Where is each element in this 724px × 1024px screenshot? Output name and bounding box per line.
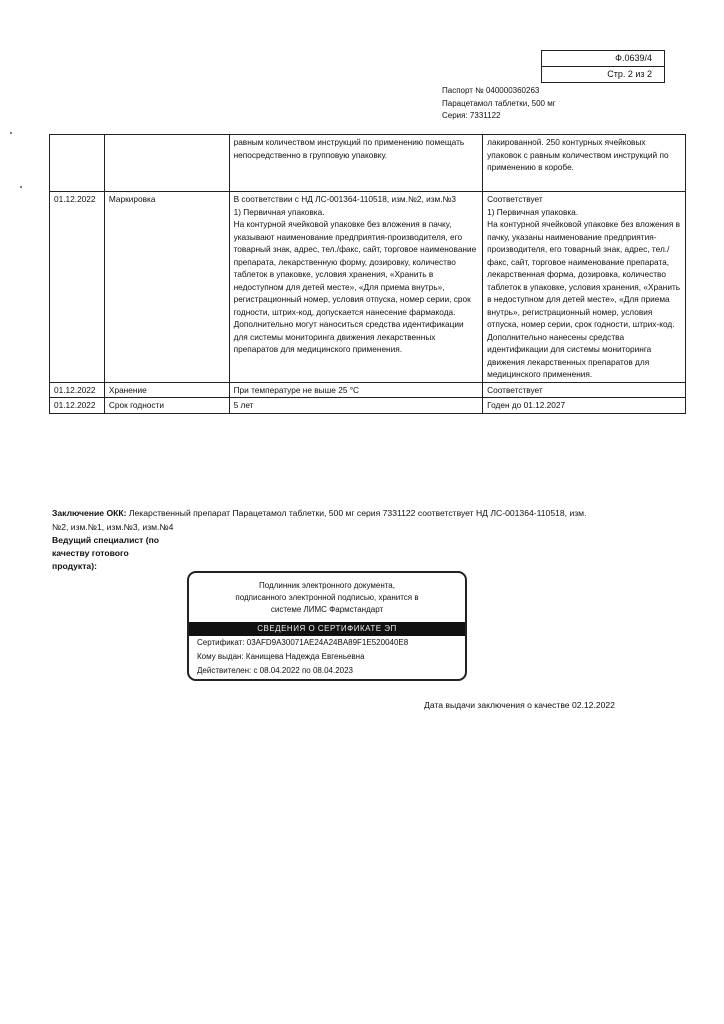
row-result: Годен до 01.12.2027 [483,398,686,414]
specialist-label: Ведущий специалист (по качеству готового продукта): [52,535,160,571]
table-row [50,192,686,383]
row-result: Соответствует 1) Первичная упаковка. На контурной ячейковой упаковке без вложения в пачку, указаны наименование предприятия-производителя, его товарный знак, адрес, тел./факс, сайт, торговое наименование препарата, лекарственная форма, дозировка, количество таблеток в упаковке, условия хранения, «Хранить в недоступном для детей месте», «Для приема внутрь», регистрационный номер, условия отпуска, номер серии, срок годности, штрих-код. Дополнительно нанесены средства идентификации для системы мониторинга движения лекарственных препаратов для медицинского применения. [483,192,686,383]
row-requirement: В соответствии с НД ЛС-001364-110518, изм.№2, изм.№3 1) Первичная упаковка. На контурной ячейковой упаковке без вложения в пачку, указывают наименование предприятия-производителя, его товарный знак, адрес, тел./факс, сайт, торговое наименование препарата, лекарственную форму, дозировку, количество таблеток в упаковке, условия хранения, «Хранить в недоступном для детей месте», «Для приема внутрь», регистрационный номер, условия отпуска, номер серии, срок годности, штрих-код, допускается нанесение фармакода. Дополнительно могут наноситься средства идентификации для системы мониторинга движения лекарственных препаратов для медицинского применения. [229,192,483,383]
row-date: 01.12.2022 [50,398,105,414]
row-result: Соответствует [483,382,686,398]
signature-notice-line: системе ЛИМС Фармстандарт [270,605,384,614]
row-date [50,135,105,192]
signature-notice [189,580,465,616]
form-code-box [541,50,665,83]
certificate-owner: Кому выдан: Канищева Надежда Евгеньевна [197,652,365,661]
row-date: 01.12.2022 [50,382,105,398]
electronic-signature-stamp [187,571,467,681]
row-requirement: При температуре не выше 25 °С [229,382,483,398]
table-row [50,382,686,398]
row-requirement: равным количеством инструкций по применению помещать непосредственно в групповую упаковку. [229,135,483,192]
certificate-validity: Действителен: с 08.04.2022 по 08.04.2023 [197,666,353,675]
row-test-name [104,135,229,192]
qc-conclusion [52,507,592,534]
passport-number: Паспорт № 040000360263 [442,86,540,95]
row-test-name: Маркировка [104,192,229,383]
passport-series: Серия: 7331122 [442,111,501,120]
certificate-number: Сертификат: 03AFD9A30071AE24A24BA89F1E520040E8 [197,638,409,647]
row-date: 01.12.2022 [50,192,105,383]
scan-speck [10,132,12,134]
issue-date: Дата выдачи заключения о качестве 02.12.2022 [424,700,615,710]
row-result: лакированной. 250 контурных ячейковых упаковок с равным количеством инструкций по применению в коробе. [483,135,686,192]
row-test-name: Хранение [104,382,229,398]
table-row [50,398,686,414]
scan-speck [20,186,22,188]
certificate-info-band: СВЕДЕНИЯ О СЕРТИФИКАТЕ ЭП [189,622,465,636]
passport-header [442,85,556,123]
conclusion-text: Лекарственный препарат Парацетамол таблетки, 500 мг серия 7331122 соответствует НД ЛС-001364-110518, изм.№2, изм.№1, изм.№3, изм.№4 [52,508,587,532]
form-code: Ф.0639/4 [615,53,652,63]
signature-notice-line: Подлинник электронного документа, [259,581,395,590]
row-test-name: Срок годности [104,398,229,414]
page-number: Стр. 2 из 2 [542,66,664,82]
test-results-table [49,134,686,414]
signature-notice-line: подписанного электронной подписью, хранится в [235,593,419,602]
passport-product: Парацетамол таблетки, 500 мг [442,98,556,108]
row-requirement: 5 лет [229,398,483,414]
conclusion-label: Заключение ОКК: [52,508,127,518]
table-row [50,135,686,192]
